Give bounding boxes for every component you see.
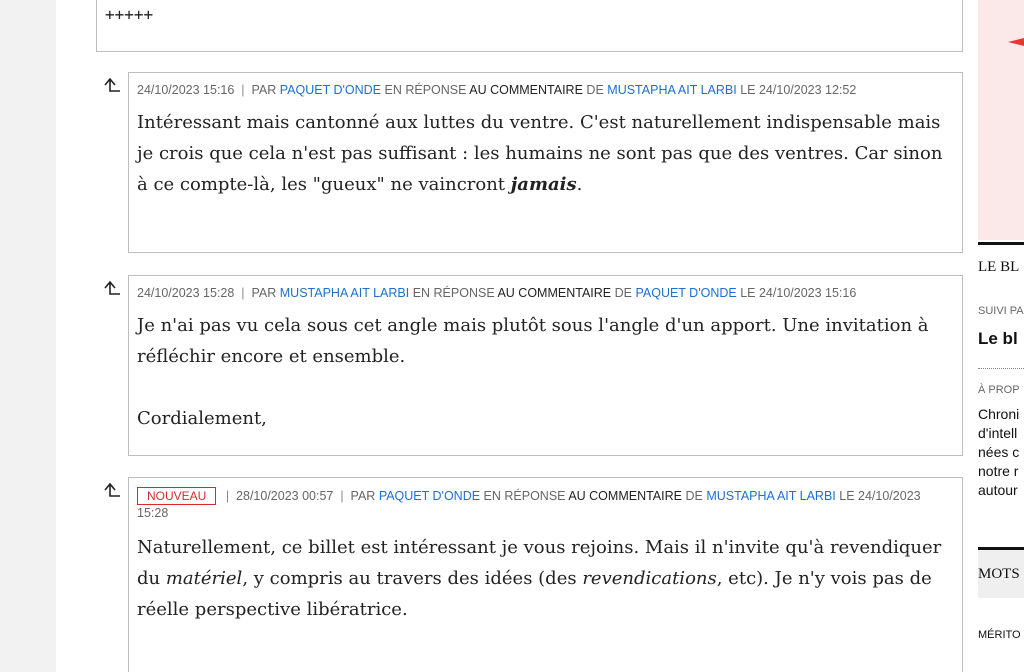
reply-to-author-link[interactable]: MUSTAPHA AIT LARBI (607, 83, 737, 97)
new-badge: NOUVEAU (137, 487, 216, 505)
about-label: À PROP (978, 384, 1020, 396)
reply-label: EN RÉPONSE (412, 286, 495, 300)
parent-comment-link[interactable]: AU COMMENTAIRE (497, 286, 612, 300)
dotted-divider (978, 368, 1024, 369)
comment (128, 275, 963, 456)
reply-arrow-icon[interactable] (100, 75, 122, 97)
reply-date: 24/10/2023 15:16 (758, 286, 857, 300)
of-label: DE (614, 286, 632, 300)
by-label: PAR (251, 83, 277, 97)
section-divider (978, 242, 1024, 245)
sidebar-section-title: LE BL (978, 259, 1020, 275)
reply-date: 24/10/2023 12:52 (758, 83, 857, 97)
parent-comment-link[interactable]: AU COMMENTAIRE (469, 83, 583, 97)
comment-text: Intéressant mais cantonné aux luttes du ventre. C'est naturellement indispensable mais je crois que cela n'est pas suffisant : les humains ne sont pas que des ventres. Car sinon à ce compte-là, les "gueux" ne vaincront jamais. (137, 112, 943, 195)
comment-date: 24/10/2023 15:16 (137, 83, 235, 97)
comment-date: 28/10/2023 00:57 (236, 489, 334, 503)
author-link[interactable]: MUSTAPHA AIT LARBI (279, 286, 410, 300)
followed-label: SUIVI PA (978, 305, 1024, 317)
by-label: PAR (251, 286, 277, 300)
previous-comment (96, 0, 963, 52)
author-link[interactable]: PAQUET D'ONDE (378, 489, 481, 503)
about-text: Chroni d'intell nées c notre r autour (978, 406, 1020, 498)
comments-column (56, 0, 978, 672)
comment (128, 477, 963, 672)
author-link[interactable]: PAQUET D'ONDE (279, 83, 382, 97)
reply-arrow-icon[interactable] (100, 480, 122, 502)
comment-meta: NOUVEAU | 28/10/2023 00:57 | PAR PAQUET D'ONDE EN RÉPONSE AU COMMENTAIRE DE MUSTAPHA AIT LARBI LE 24/10/2023 15:28 (137, 489, 921, 520)
reply-date: 24/10/2023 15:28 (137, 489, 921, 520)
reply-to-author-link[interactable]: MUSTAPHA AIT LARBI (706, 489, 836, 503)
comment-meta: 24/10/2023 15:16 | PAR PAQUET D'ONDE EN RÉPONSE AU COMMENTAIRE DE MUSTAPHA AIT LARBI LE 24/10/2023 12:52 (137, 83, 857, 97)
keyword-link[interactable]: MÉRITO (978, 629, 1021, 641)
comment-text: Naturellement, ce billet est intéressant je vous rejoins. Mais il n'invite qu'à revendiquer du matériel, y compris au travers des idées (des revendications, etc). Je n'y vois pas de réelle perspective libératrice. (137, 537, 942, 620)
keywords-header (978, 550, 1024, 598)
comment-date: 24/10/2023 15:28 (137, 286, 235, 300)
comment-text: Je n'ai pas vu cela sous cet angle mais plutôt sous l'angle d'un apport. Une invitation à réfléchir encore et ensemble. Cordialement, (137, 315, 929, 429)
blog-title-link[interactable]: Le bl (978, 329, 1018, 348)
keywords-title: MOTS (978, 566, 1020, 582)
of-label: DE (586, 83, 604, 97)
parent-comment-link[interactable]: AU COMMENTAIRE (568, 489, 682, 503)
of-label: DE (685, 489, 703, 503)
reply-label: EN RÉPONSE (483, 489, 566, 503)
sidebar (978, 0, 1024, 672)
le-label: LE (839, 489, 855, 503)
le-label: LE (740, 83, 756, 97)
by-label: PAR (350, 489, 376, 503)
reply-to-author-link[interactable]: PAQUET D'ONDE (635, 286, 737, 300)
previous-comment-text: +++++ (105, 5, 154, 24)
reply-arrow-icon[interactable] (100, 278, 122, 300)
comment (128, 72, 963, 253)
sidebar-banner (978, 0, 1024, 240)
comment-meta: 24/10/2023 15:28 | PAR MUSTAPHA AIT LARBI EN RÉPONSE AU COMMENTAIRE DE PAQUET D'ONDE LE 24/10/2023 15:16 (137, 286, 857, 300)
star-icon (1008, 20, 1024, 70)
reply-label: EN RÉPONSE (384, 83, 467, 97)
le-label: LE (740, 286, 756, 300)
